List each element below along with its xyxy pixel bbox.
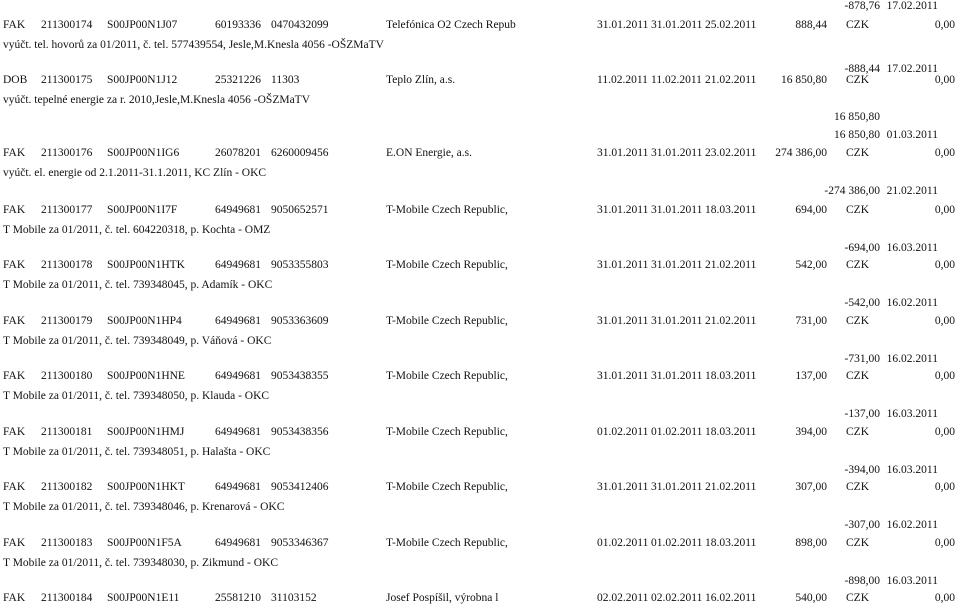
partner-ico: 25321226 (215, 74, 261, 86)
record-main-line (0, 202, 960, 218)
doc-number: 211300183 (41, 537, 93, 549)
doc-number: 211300184 (41, 592, 93, 604)
record-main-line (0, 479, 960, 495)
due-date: 21.02.2011 (705, 259, 757, 271)
payment-date: 17.02.2011 (886, 63, 938, 75)
due-date: 18.03.2011 (705, 204, 757, 216)
record-description-line (0, 165, 960, 181)
doc-type: FAK (3, 426, 26, 438)
payment-date: 16.03.2011 (886, 464, 938, 476)
partner-name: T-Mobile Czech Republic, (386, 370, 508, 382)
issue-date: 31.01.2011 (597, 481, 649, 493)
variable-symbol: 9053346367 (271, 537, 329, 549)
issue-date: 31.01.2011 (597, 204, 649, 216)
payment-amount: -542,00 (844, 297, 880, 309)
payment-date: 16.03.2011 (886, 408, 938, 420)
record-main-line (0, 17, 960, 33)
record-description: T Mobile za 01/2011, č. tel. 604220318, p. Kochta - OMZ (3, 224, 271, 236)
record-main-line (0, 535, 960, 551)
balance: 0,00 (934, 204, 955, 216)
issue-date: 02.02.2011 (597, 592, 649, 604)
record-description: T Mobile za 01/2011, č. tel. 739348045, p. Adamík - OKC (3, 279, 273, 291)
partner-ico: 25581210 (215, 592, 261, 604)
partner-name: Telefónica O2 Czech Repub (386, 19, 516, 31)
doc-code: S00JP00N1HTK (107, 259, 185, 271)
due-date: 25.02.2011 (705, 19, 757, 31)
doc-number: 211300179 (41, 315, 93, 327)
balance: 0,00 (934, 592, 955, 604)
payment-amount: -394,00 (844, 464, 880, 476)
record-description-line (0, 92, 960, 108)
partner-name: Josef Pospíšil, výrobna l (386, 592, 499, 604)
partner-name: T-Mobile Czech Republic, (386, 204, 508, 216)
doc-number: 211300181 (41, 426, 93, 438)
partner-name: T-Mobile Czech Republic, (386, 259, 508, 271)
payment-amount: -694,00 (844, 242, 880, 254)
invoice-amount: 137,00 (795, 370, 827, 382)
currency: CZK (846, 426, 869, 438)
payment-date: 17.02.2011 (886, 0, 938, 12)
issue-date: 31.01.2011 (597, 147, 649, 159)
partner-name: T-Mobile Czech Republic, (386, 315, 508, 327)
record-description: vyúčt. el. energie od 2.1.2011-31.1.2011, KC Zlín - OKC (3, 167, 267, 179)
payment-date: 16.03.2011 (886, 575, 938, 587)
balance: 0,00 (934, 537, 955, 549)
issue-date: 01.02.2011 (597, 426, 649, 438)
record-main-line (0, 72, 960, 88)
variable-symbol: 9053363609 (271, 315, 329, 327)
payment-amount: -731,00 (844, 353, 880, 365)
payment-amount: -274 386,00 (824, 185, 880, 197)
doc-type: FAK (3, 147, 26, 159)
due-date: 18.03.2011 (705, 370, 757, 382)
record-main-line (0, 368, 960, 384)
payment-date: 21.02.2011 (886, 185, 938, 197)
balance: 0,00 (934, 19, 955, 31)
partner-name: T-Mobile Czech Republic, (386, 537, 508, 549)
currency: CZK (846, 204, 869, 216)
issue-date: 11.02.2011 (597, 74, 648, 86)
partner-ico: 64949681 (215, 315, 261, 327)
record-description-line (0, 222, 960, 238)
currency: CZK (846, 19, 869, 31)
payment-line (0, 109, 960, 125)
tax-date: 02.02.2011 (651, 592, 703, 604)
balance: 0,00 (934, 426, 955, 438)
partner-name: T-Mobile Czech Republic, (386, 426, 508, 438)
currency: CZK (846, 370, 869, 382)
payment-date: 16.02.2011 (886, 353, 938, 365)
partner-ico: 60193336 (215, 19, 261, 31)
record-description-line (0, 388, 960, 404)
tax-date: 31.01.2011 (651, 315, 703, 327)
payment-amount: 16 850,80 (834, 111, 880, 123)
payment-line (0, 351, 960, 367)
due-date: 18.03.2011 (705, 537, 757, 549)
partner-name: T-Mobile Czech Republic, (386, 481, 508, 493)
variable-symbol: 9053438356 (271, 426, 329, 438)
invoice-amount: 694,00 (795, 204, 827, 216)
due-date: 21.02.2011 (705, 74, 757, 86)
currency: CZK (846, 537, 869, 549)
partner-ico: 64949681 (215, 204, 261, 216)
tax-date: 31.01.2011 (651, 147, 703, 159)
partner-ico: 64949681 (215, 370, 261, 382)
doc-code: S00JP00N1IG6 (107, 147, 180, 159)
partner-name: E.ON Energie, a.s. (386, 147, 473, 159)
payment-amount: -898,00 (844, 575, 880, 587)
record-description-line (0, 499, 960, 515)
due-date: 21.02.2011 (705, 315, 757, 327)
record-main-line (0, 424, 960, 440)
issue-date: 01.02.2011 (597, 537, 649, 549)
payment-line (0, 127, 960, 143)
currency: CZK (846, 259, 869, 271)
payment-line (0, 462, 960, 478)
due-date: 23.02.2011 (705, 147, 757, 159)
balance: 0,00 (934, 74, 955, 86)
doc-code: S00JP00N1HNE (107, 370, 185, 382)
record-description: T Mobile za 01/2011, č. tel. 739348051, p. Halašta - OKC (3, 446, 271, 458)
payment-line (0, 406, 960, 422)
record-description: T Mobile za 01/2011, č. tel. 739348049, p. Váňová - OKC (3, 335, 272, 347)
payment-line (0, 183, 960, 199)
partner-name: Teplo Zlín, a.s. (386, 74, 456, 86)
currency: CZK (846, 481, 869, 493)
currency: CZK (846, 147, 869, 159)
invoice-amount: 888,44 (795, 19, 827, 31)
payment-amount: 16 850,80 (834, 129, 880, 141)
record-description-line (0, 333, 960, 349)
partner-ico: 64949681 (215, 481, 261, 493)
doc-type: FAK (3, 481, 26, 493)
tax-date: 01.02.2011 (651, 426, 703, 438)
payment-date: 16.02.2011 (886, 297, 938, 309)
payment-line (0, 295, 960, 311)
record-description-line (0, 444, 960, 460)
issue-date: 31.01.2011 (597, 370, 649, 382)
doc-code: S00JP00N1I7F (107, 204, 178, 216)
balance: 0,00 (934, 147, 955, 159)
payment-line (0, 517, 960, 533)
payment-amount: -307,00 (844, 519, 880, 531)
doc-code: S00JP00N1HP4 (107, 315, 182, 327)
doc-number: 211300177 (41, 204, 93, 216)
doc-type: FAK (3, 370, 26, 382)
variable-symbol: 0470432099 (271, 19, 329, 31)
variable-symbol: 9050652571 (271, 204, 329, 216)
record-description-line (0, 37, 960, 53)
tax-date: 31.01.2011 (651, 370, 703, 382)
issue-date: 31.01.2011 (597, 259, 649, 271)
variable-symbol: 6260009456 (271, 147, 329, 159)
tax-date: 31.01.2011 (651, 259, 703, 271)
variable-symbol: 9053438355 (271, 370, 329, 382)
currency: CZK (846, 315, 869, 327)
balance: 0,00 (934, 481, 955, 493)
invoice-amount: 542,00 (795, 259, 827, 271)
doc-code: S00JP00N1E11 (107, 592, 180, 604)
partner-ico: 64949681 (215, 426, 261, 438)
invoice-amount: 731,00 (795, 315, 827, 327)
tax-date: 01.02.2011 (651, 537, 703, 549)
invoice-amount: 898,00 (795, 537, 827, 549)
invoice-amount: 274 386,00 (775, 147, 827, 159)
doc-number: 211300176 (41, 147, 93, 159)
record-description: T Mobile za 01/2011, č. tel. 739348046, p. Krenarová - OKC (3, 501, 285, 513)
variable-symbol: 9053412406 (271, 481, 329, 493)
balance: 0,00 (934, 370, 955, 382)
payment-amount: -888,44 (844, 63, 880, 75)
record-description: vyúčt. tel. hovorů za 01/2011, č. tel. 577439554, Jesle,M.Knesla 4056 -OŠZMaTV (3, 39, 384, 51)
doc-type: FAK (3, 19, 26, 31)
doc-type: FAK (3, 537, 26, 549)
doc-type: FAK (3, 592, 26, 604)
record-description: T Mobile za 01/2011, č. tel. 739348030, p. Zikmund - OKC (3, 557, 279, 569)
doc-code: S00JP00N1HKT (107, 481, 185, 493)
record-main-line (0, 257, 960, 273)
doc-code: S00JP00N1HMJ (107, 426, 185, 438)
doc-type: FAK (3, 315, 26, 327)
partner-ico: 26078201 (215, 147, 261, 159)
variable-symbol: 11303 (271, 74, 300, 86)
issue-date: 31.01.2011 (597, 315, 649, 327)
balance: 0,00 (934, 315, 955, 327)
variable-symbol: 9053355803 (271, 259, 329, 271)
tax-date: 11.02.2011 (651, 74, 702, 86)
balance: 0,00 (934, 259, 955, 271)
invoice-amount: 16 850,80 (781, 74, 827, 86)
payment-line (0, 573, 960, 589)
record-main-line (0, 145, 960, 161)
currency: CZK (846, 74, 869, 86)
invoice-amount: 394,00 (795, 426, 827, 438)
payment-date: 16.03.2011 (886, 242, 938, 254)
doc-code: S00JP00N1F5A (107, 537, 182, 549)
issue-date: 31.01.2011 (597, 19, 649, 31)
payment-amount: -878,76 (844, 0, 880, 12)
payment-line (0, 240, 960, 256)
due-date: 21.02.2011 (705, 481, 757, 493)
header-payment-line (0, 0, 960, 14)
record-description: vyúčt. tepelné energie za r. 2010,Jesle,M.Knesla 4056 -OŠZMaTV (3, 94, 311, 106)
record-description: T Mobile za 01/2011, č. tel. 739348050, p. Klauda - OKC (3, 390, 270, 402)
doc-number: 211300174 (41, 19, 93, 31)
variable-symbol: 31103152 (271, 592, 317, 604)
invoice-amount: 540,00 (795, 592, 827, 604)
doc-type: FAK (3, 259, 26, 271)
doc-number: 211300175 (41, 74, 93, 86)
tax-date: 31.01.2011 (651, 481, 703, 493)
doc-type: FAK (3, 204, 26, 216)
record-description-line (0, 555, 960, 571)
invoice-amount: 307,00 (795, 481, 827, 493)
tax-date: 31.01.2011 (651, 19, 703, 31)
tax-date: 31.01.2011 (651, 204, 703, 216)
doc-type: DOB (3, 74, 28, 86)
partner-ico: 64949681 (215, 259, 261, 271)
doc-code: S00JP00N1J12 (107, 74, 178, 86)
due-date: 18.03.2011 (705, 426, 757, 438)
due-date: 16.02.2011 (705, 592, 757, 604)
doc-number: 211300178 (41, 259, 93, 271)
partner-ico: 64949681 (215, 537, 261, 549)
payment-date: 01.03.2011 (886, 129, 938, 141)
record-main-line (0, 313, 960, 329)
record-description-line (0, 277, 960, 293)
payment-date: 16.02.2011 (886, 519, 938, 531)
doc-code: S00JP00N1J07 (107, 19, 178, 31)
doc-number: 211300180 (41, 370, 93, 382)
payment-amount: -137,00 (844, 408, 880, 420)
currency: CZK (846, 592, 869, 604)
doc-number: 211300182 (41, 481, 93, 493)
